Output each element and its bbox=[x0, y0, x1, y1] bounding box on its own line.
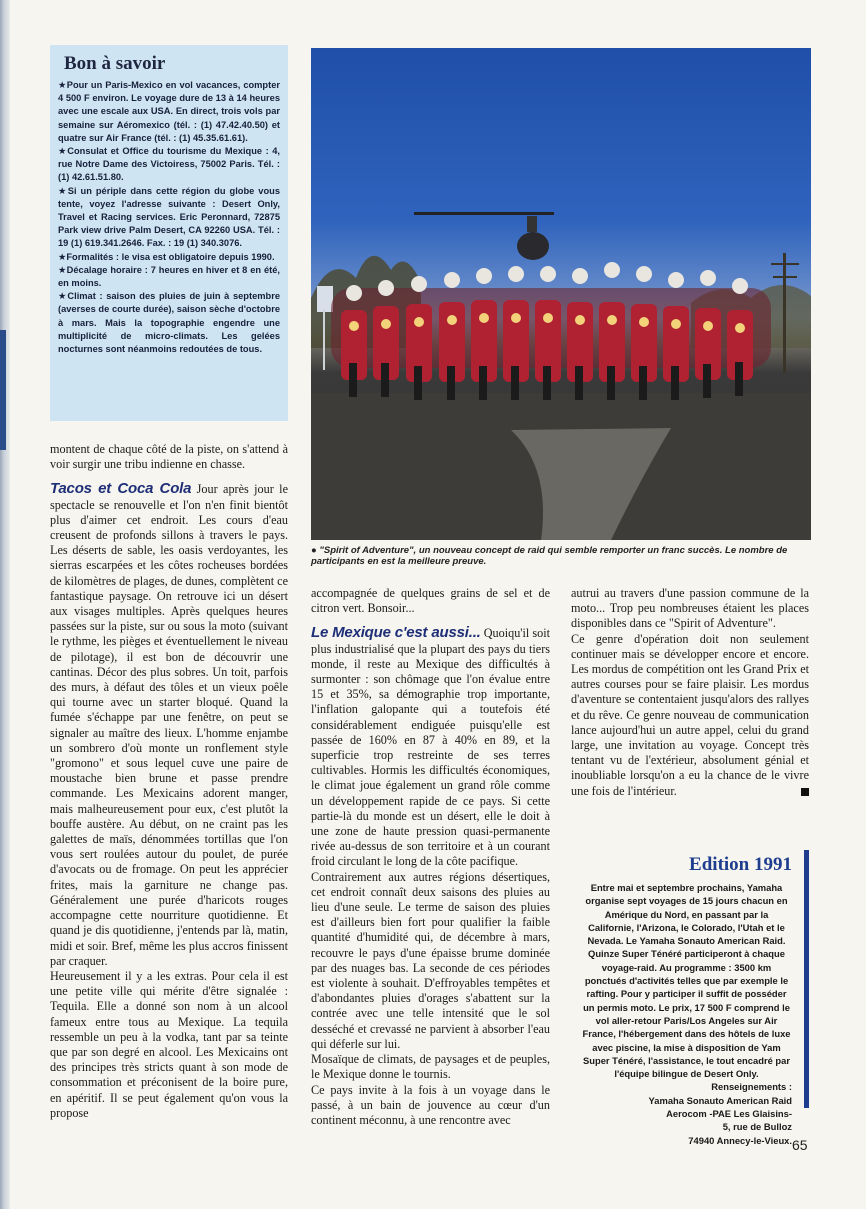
article-column-2 bbox=[311, 586, 550, 1128]
section-heading-tacos: Tacos et Coca Cola bbox=[50, 480, 192, 498]
column2-paragraph3: Mosaïque de climats, de paysages et de peuples, le Mexique donne le tournis. bbox=[311, 1052, 550, 1082]
column2-section-text: Quoiqu'il soit plus industrialisé que la plupart des pays du tiers monde, il reste au Mexique des difficultés à surmonter : son chômage que l'on évalue entre 15 et 35%, sa démographie trop importante, l'inflation galopante qui a toutefois été considérablement endiguée puisqu'elle est passée de 160% en 87 à 40% en 89, et la superficie trop restreinte de ses terres cultivables. Hormis les difficultés économiques, le climat joue également un grand rôle comme un développement rapide de ce pays. Si cette partie-là du monde est un désert, elle le doit à une zone de haute pression quasi-permanente rivée au-dessus de son territoire et à un courant froid circulant le long de la côte pacifique. bbox=[311, 626, 550, 869]
page-number: 65 bbox=[792, 1137, 808, 1153]
article-column-1 bbox=[50, 442, 288, 1121]
caption-text: "Spirit of Adventure", un nouveau concept de raid qui semble remporter un franc succès. Le nombre de participants en est la meilleure preuve. bbox=[311, 545, 788, 567]
info-box-paragraph: ★Si un périple dans cette région du globe vous tente, voyez l'adresse suivante : Desert Only, Travel et Racing services. Eric Peronnard, 72875 Park view drive Palm Desert, CA 92260 USA. Tél. : 19 (1) 619.341.2646. Fax. : 19 (1) 340.3076. bbox=[58, 185, 280, 249]
section-heading-mexique: Le Mexique c'est aussi... bbox=[311, 624, 481, 642]
edition-contact-line: 74940 Annecy-le-Vieux. bbox=[688, 1134, 792, 1146]
edition-contact-line: 5, rue de Bulloz bbox=[722, 1121, 792, 1133]
end-of-article-mark bbox=[801, 788, 809, 796]
edition-contact-line: Aerocom -PAE Les Glaisins- bbox=[666, 1108, 792, 1120]
column1-section bbox=[50, 481, 288, 969]
info-box-paragraph: ★Pour un Paris-Mexico en vol vacances, compter 4 500 F environ. Le voyage dure de 13 à 14 heures avec une escale aux USA. En direct, trois vols par semaine sur Aéromexico (tél. : (1) 47.42.40.50) et quatre sur Air France (tél. : (1) 45.35.61.61). bbox=[58, 80, 280, 143]
edition-contact-label: Renseignements : bbox=[711, 1081, 792, 1093]
column1-paragraph2: Heureusement il y a les extras. Pour cela il est une petite ville qui mérite d'être signalée : Tequila. Elle a donné son nom à un alcool fameux entre tous au Mexique. La tequila ressemble un peu à la vodka, tant par sa teinte que par son degré en alcool. Les Mexicains ont des principes très stricts quant à son mode de consommation et préconisent de la boire pure, en apéritif. Il se peut également qu'on vous la propose bbox=[50, 968, 288, 1120]
caption-bullet: ● bbox=[311, 545, 317, 556]
column3-paragraph2: Ce genre d'opération doit non seulement continuer mais se développer encore et encore. Les mordus de compétition ont les Grand Prix et autres courses pour se faire plaisir. Les mordus d'aventure se contentaient jusqu'alors des rallyes et du rêve. Ce genre nouveau de communication lance aujourd'hui un autre appel, celui du grand large, une invitation au voyage. Concept très tentant vu de l'extérieur, absolument génial et inoubliable lorsqu'on a eu la chance de le vivre une fois de l'intérieur. bbox=[571, 631, 809, 798]
column1-intro: montent de chaque côté de la piste, on s'attend à voir surgir une tribu indienne en chasse. bbox=[50, 442, 288, 472]
column3-paragraph1: autrui au travers d'une passion commune de la moto... Trop peu nombreuses étaient les places disponibles dans ce "Spirit of Adventure". bbox=[571, 586, 809, 631]
info-box-paragraph: ★Formalités : le visa est obligatoire depuis 1990. bbox=[58, 251, 275, 262]
photo-illustration bbox=[311, 48, 811, 540]
motorcycle-group-photo bbox=[311, 48, 811, 540]
info-box-bon-a-savoir bbox=[50, 45, 288, 421]
column2-section bbox=[311, 625, 550, 869]
info-box-paragraph: ★Décalage horaire : 7 heures en hiver et 8 en été, en moins. bbox=[58, 264, 280, 289]
info-box-paragraph: ★Consulat et Office du tourisme du Mexique : 4, rue Notre Dame des Victoiress, 75002 Paris. Tél. : (1) 42.61.51.80. bbox=[58, 146, 280, 183]
column2-paragraph2: Contrairement aux autres régions désertiques, cet endroit connaît deux saisons des pluies au lieu d'une seule. Le terme de saison des pluies est d'ailleurs bien fort pour qualifier la faible quantité d'humidité qui, de décembre à mars, recouvre le pays d'une épaisse brume dominée par des nuages bas. La seconde de ces périodes est violente à souhait. D'effroyables tempêtes et d'abondantes pluies d'orages s'abattent sur la contrée avec une telle intensité que le sol desséché et crevassé ne parvient à absorber l'eau qui déferle sur lui. bbox=[311, 869, 550, 1051]
info-box-paragraph: ★Climat : saison des pluies de juin à septembre (averses de courte durée), saison sèche d'octobre à mars. Mais la topographie engendre une multiplicité de micro-climats. Les gelées nocturnes sont néanmoins redoutées de tous. bbox=[58, 291, 280, 355]
column2-paragraph4: Ce pays invite à la fois à un voyage dans le passé, à un bain de jouvence au cœur d'un continent méconnu, à une rencontre avec bbox=[311, 1082, 550, 1127]
article-column-3 bbox=[571, 586, 809, 799]
edition-contact-line: Yamaha Sonauto American Raid bbox=[648, 1094, 792, 1106]
column1-section-text: Jour après jour le spectacle se renouvelle et l'on n'en finit bientôt plus d'aimer cet endroit. Les cours d'eau creusent de profonds sillons à travers le pays. Les déserts de sable, les oasis verdoyantes, les sierras escarpées et les côtes rocheuses bordées de kilomètres de plages, de dunes, complètent ce fantastique paysage. On retrouve ici un désert aux visages multiples. Après quelques heures passées sur la piste, sur ou sous la moto (suivant le rythme, les pièges et éventuellement le niveau de pilotage), il est bon de découvrir une cantinas. Décor des plus sobres. Un toit, parfois des murs, à défaut des tôles et un vieux poêle qui tourne avec un starter bloqué. Quand la fumée s'échappe par une fenêtre, on peut se signaler au maître des lieux. L'homme enjambe un sombrero d'où monte un ronflement style "gromono" et sous lequel cuve une paire de moustache bien brune et passe prendre commande. Les Mexicains adorent manger, mais malheureusement pour eux, c'est plutôt la bouffe austère. Au début, on ne craint pas les galettes de maïs, dénommées tortillas que l'on vous sert roulées autour du poulet, de purée d'avocats ou de fromage. On peut les apprécier frites, mais la garniture ne change pas. Généralement une purée d'haricots rouges accompagne cette nourriture quotidienne. Et quand je dis quotidienne, j'entends par là, matin, midi et soir. Bref, même les plus accros finissent par craquer. bbox=[50, 482, 288, 968]
edition-title: Edition 1991 bbox=[689, 854, 792, 875]
edition-text: Entre mai et septembre prochains, Yamaha organise sept voyages de 15 jours chacun en Amérique du Nord, en passant par la Californie, l'Arizona, le Colorado, l'Utah et le Nevada. Le Yamaha Sonauto American Raid. Quinze Super Ténéré participeront à chaque voyage-raid. Au programme : 3500 km ponctués d'activités telles que par exemple le rafting. Pour y participer il suffit de posséder un permis moto. Le prix, 17 500 F comprend le vol aller-retour Paris/Los Angeles sur Air France, l'hébergement dans des hôtels de luxe avec piscine, la mise à disposition de Yam Super Ténéré, l'assistance, le tout encadré par l'équipe bilingue de Desert Only. bbox=[582, 882, 791, 1080]
column2-intro: accompagnée de quelques grains de sel et de citron vert. Bonsoir... bbox=[311, 586, 550, 616]
info-box-title: Bon à savoir bbox=[64, 53, 166, 74]
photo-caption bbox=[311, 545, 811, 567]
page-edge-strip bbox=[0, 0, 10, 1209]
